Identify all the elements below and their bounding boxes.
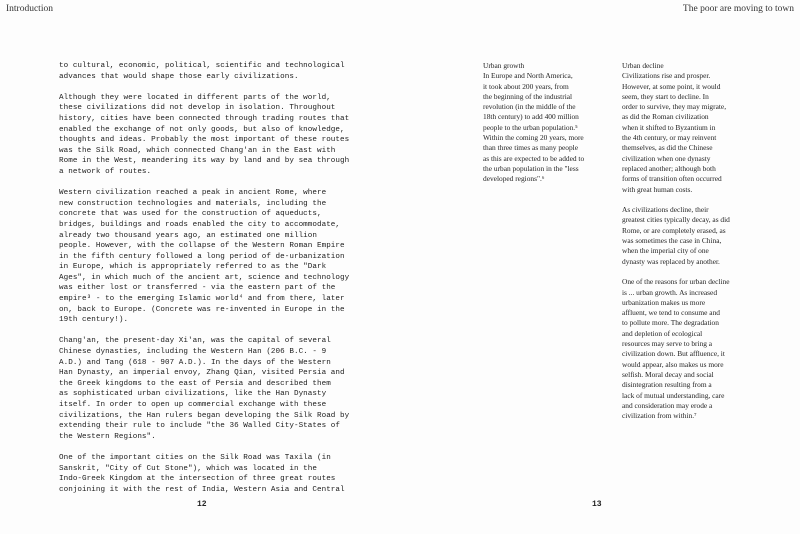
text-line: bridges, buildings and roads enabled the city to accommodate, <box>59 220 341 229</box>
text-line: Within the coming 20 years, more <box>483 133 584 143</box>
urban-decline-paragraph <box>622 277 752 421</box>
text-line: One of the reasons for urban decline <box>622 277 730 287</box>
text-line: Western civilization reached a peak in ancient Rome, where <box>59 189 327 198</box>
text-line: as did the Roman civilization <box>622 112 709 122</box>
text-line: history, cities have been connected through trading routes that <box>59 114 350 123</box>
text-line: as this are expected to be added to <box>483 153 585 163</box>
text-line: when the imperial city of one <box>622 246 709 256</box>
text-line: the Greek kingdoms to the east of Persia and described them <box>59 379 331 388</box>
text-line: selfish. Moral decay and social <box>622 369 714 379</box>
text-line: than three times as many people <box>483 143 579 153</box>
text-line: the beginning of the industrial <box>483 91 573 101</box>
text-line: As civilizations decline, their <box>622 205 709 215</box>
text-line: seem, they start to decline. In <box>622 91 709 101</box>
text-line: conjoining it with the rest of India, Western Asia and Central <box>59 485 345 494</box>
urban-growth-paragraph <box>483 71 605 184</box>
text-line: already two thousand years ago, an estimated one million <box>59 231 317 240</box>
page-number-right: 13 <box>592 500 602 509</box>
text-line: the urban population in the "less <box>483 163 579 173</box>
text-line: civilization down. But affluence, it <box>622 349 725 359</box>
text-line: a network of routes. <box>59 167 152 176</box>
text-line: dynasty was replaced by another. <box>622 256 720 266</box>
text-line: was either lost or transferred - via the eastern part of the <box>59 284 336 293</box>
text-line: advances that would shape those early civilizations. <box>59 72 299 81</box>
text-line: A.D.) and Tang (618 - 907 A.D.). In the days of the Western <box>59 358 331 367</box>
urban-decline-paragraph <box>622 71 752 195</box>
text-line: replaced another; although both <box>622 163 716 173</box>
urban-decline-paragraph <box>622 205 752 267</box>
text-line: revolution (in the middle of the <box>483 102 576 112</box>
text-line: Although they were located in different parts of the world, <box>59 93 331 102</box>
right-page <box>400 0 800 534</box>
text-line: new construction technologies and materials, including the <box>59 199 327 208</box>
text-line: Chinese dynasties, including the Western Han (206 B.C. - 9 <box>59 348 327 357</box>
text-line: Civilizations rise and prosper. <box>622 71 711 81</box>
text-line: civilization from within.⁷ <box>622 411 697 421</box>
text-line: and depletion of ecological <box>622 328 703 338</box>
page-number-left: 12 <box>197 500 207 509</box>
text-line: One of the important cities on the Silk Road was Taxila (in <box>59 453 331 462</box>
text-line: Ages", in which much of the ancient art, science and technology <box>59 273 350 282</box>
text-line: Rome in the West, meandering its way by land and by sea through <box>59 157 350 166</box>
text-line: to pollute more. The degradation <box>622 318 719 328</box>
text-line: is ... urban growth. As increased <box>622 287 718 297</box>
text-line: extending their rule to include "the 36 Walled City-States of <box>59 422 341 431</box>
left-body-paragraph <box>59 61 379 82</box>
text-line: civilizations, the Han rulers began developing the Silk Road by <box>59 411 350 420</box>
text-line: civilization when one dynasty <box>622 153 711 163</box>
text-line: was sometimes the case in China, <box>622 236 722 246</box>
text-line: these civilizations did not develop in isolation. Throughout <box>59 104 336 113</box>
running-head-right: The poor are moving to town <box>682 4 794 14</box>
text-line: the Western Regions". <box>59 432 156 441</box>
text-line: in Europe, which is appropriately referred to as the "Dark <box>59 263 327 272</box>
text-line: disintegration resulting from a <box>622 380 712 390</box>
running-head-left: Introduction <box>6 4 53 14</box>
text-line: lack of mutual understanding, care <box>622 390 725 400</box>
text-line: with great human costs. <box>622 184 693 194</box>
left-body-paragraph <box>59 188 379 326</box>
text-line: people. However, with the collapse of the Western Roman Empire <box>59 242 345 251</box>
section-heading-urban-growth: Urban growth <box>483 61 525 70</box>
text-line: the 4th century, or may reinvent <box>622 133 717 143</box>
column-urban-decline-body <box>622 71 752 421</box>
left-body-paragraph <box>59 453 379 495</box>
text-line: Sanskrit, "City of Cut Stone"), which was located in the <box>59 464 317 473</box>
text-line: In Europe and North America, <box>483 71 573 81</box>
left-page-body <box>59 61 379 495</box>
text-line: themselves, as did the Chinese <box>622 143 713 153</box>
text-line: Rome, or are completely erased, as <box>622 225 726 235</box>
text-line: it took about 200 years, from <box>483 81 569 91</box>
column-urban-growth <box>483 61 605 195</box>
text-line: itself. In order to open up commercial exchange with these <box>59 401 327 409</box>
text-line: and consideration may erode a <box>622 400 713 410</box>
text-line: urbanization makes us more <box>622 297 706 307</box>
text-line: However, at some point, it would <box>622 81 721 91</box>
text-line: order to survive, they may migrate, <box>622 102 727 112</box>
text-line: resources may serve to bring a <box>622 339 713 349</box>
text-line: Chang'an, the present-day Xi'an, was the capital of several <box>59 337 331 346</box>
text-line: empire³ - to the emerging Islamic world⁴ and from there, later <box>59 295 345 304</box>
text-line: would appear, also makes us more <box>622 359 724 369</box>
text-line: Indo-Greek Kingdom at the intersection of three great routes <box>59 475 336 484</box>
text-line: thoughts and ideas. Probably the most important of these routes <box>59 136 350 145</box>
text-line: enabled the exchange of not only goods, but also of knowledge, <box>59 125 345 134</box>
text-line: people to the urban population.⁵ <box>483 122 578 132</box>
left-body-paragraph <box>59 93 379 178</box>
text-line: greatest cities typically decay, as did <box>622 215 730 225</box>
text-line: to cultural, economic, political, scientific and technological <box>59 62 345 70</box>
text-line: on, back to Europe. (Concrete was re-invented in Europe in the <box>59 305 345 314</box>
text-line: forms of transition often occurred <box>622 174 722 184</box>
text-line: 18th century) to add 400 million <box>483 112 579 122</box>
column-urban-growth-body <box>483 71 605 184</box>
text-line: in the fifth century followed a long period of de-urbanization <box>59 252 345 261</box>
text-line: Han Dynasty, an imperial envoy, Zhang Qian, visited Persia and <box>59 369 345 378</box>
text-line: concrete that was used for the construction of aqueducts, <box>59 210 322 219</box>
column-urban-decline <box>622 61 752 432</box>
text-line: 19th century!). <box>59 316 129 325</box>
text-line: when it shifted to Byzantium in <box>622 122 716 132</box>
left-body-paragraph <box>59 336 379 442</box>
text-line: as sophisticated urban civilizations, like the Han Dynasty <box>59 390 327 399</box>
text-line: developed regions".⁶ <box>483 174 545 184</box>
section-heading-urban-decline: Urban decline <box>622 61 664 70</box>
text-line: was the Silk Road, which connected Chang'an in the East with <box>59 146 336 155</box>
text-line: affluent, we tend to consume and <box>622 308 720 318</box>
